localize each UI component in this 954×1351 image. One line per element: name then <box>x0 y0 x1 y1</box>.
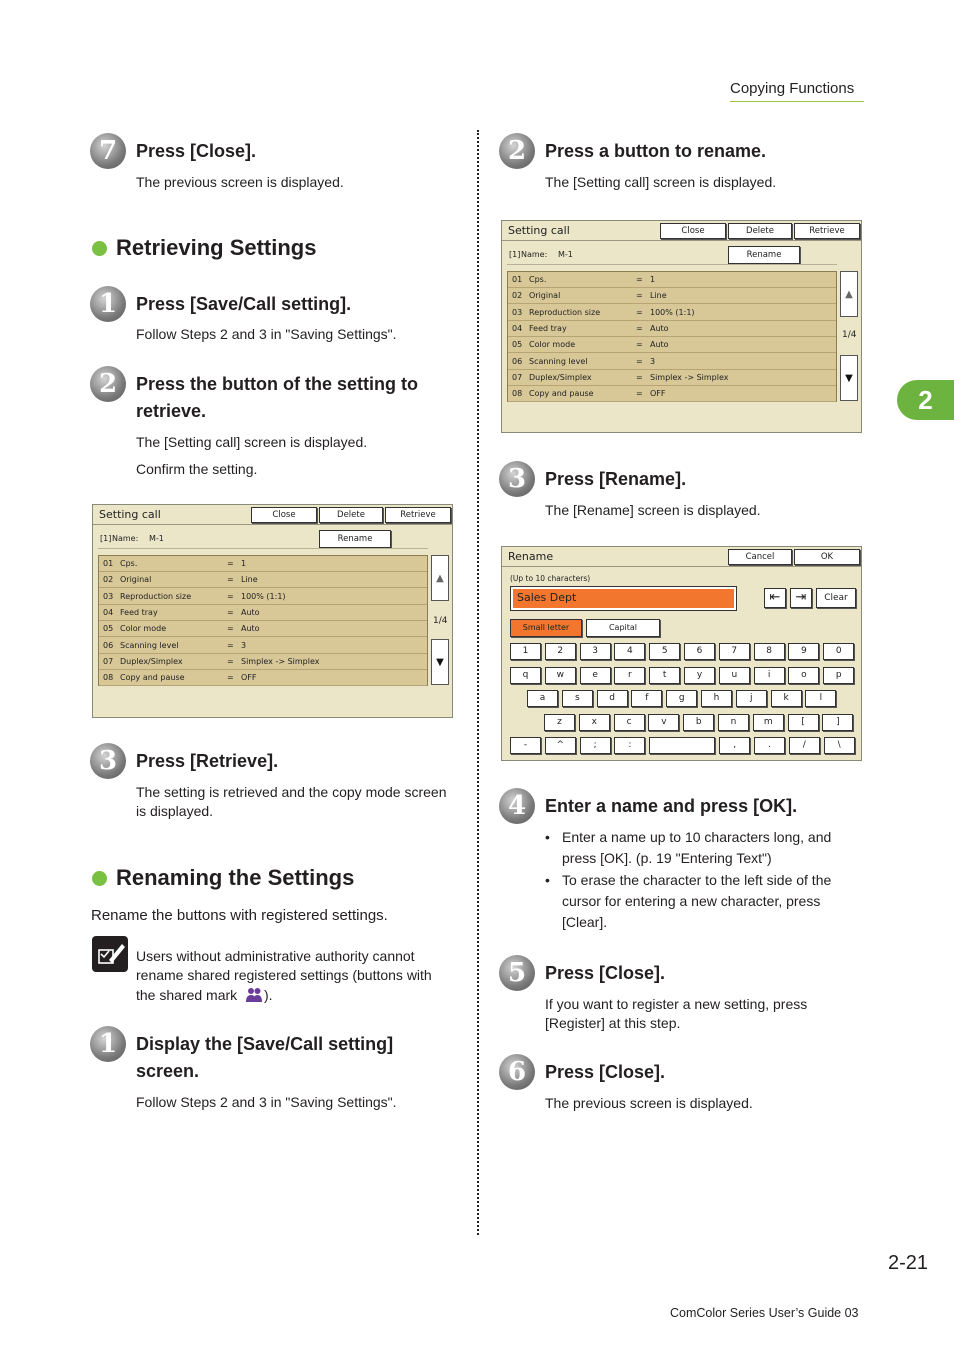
chapter-tab: 2 <box>897 380 954 420</box>
char-limit-label: (Up to 10 characters) <box>510 574 591 583</box>
setting-value: Auto <box>650 323 669 333</box>
shared-mark-icon <box>245 987 263 1003</box>
keyboard-key[interactable]: r <box>614 667 645 684</box>
step-number: 3 <box>90 743 126 779</box>
keyboard-key[interactable]: h <box>701 690 732 707</box>
note-text: rename shared registered settings (buttons with <box>136 967 432 983</box>
keyboard-key[interactable]: z <box>544 714 575 731</box>
keyboard-key[interactable]: w <box>545 667 576 684</box>
setting-label: Feed tray <box>529 323 567 333</box>
close-button[interactable]: Close <box>660 223 726 239</box>
setting-eq: = <box>636 291 643 301</box>
clear-button[interactable]: Clear <box>816 588 856 608</box>
step-number: 5 <box>499 955 535 991</box>
keyboard-key[interactable]: g <box>666 690 697 707</box>
setting-no: 05 <box>512 340 523 350</box>
space-key[interactable] <box>649 737 715 754</box>
screen-header <box>502 221 861 241</box>
setting-value: 100% (1:1) <box>650 307 695 317</box>
bullet-text: press [OK]. (p. 19 "Entering Text") <box>562 850 772 866</box>
setting-value: 100% (1:1) <box>241 591 286 601</box>
setting-value: OFF <box>650 389 666 399</box>
setting-eq: = <box>636 340 643 350</box>
setting-row <box>99 654 427 670</box>
setting-eq: = <box>227 559 234 568</box>
keyboard-key[interactable]: x <box>579 714 610 731</box>
keyboard-key[interactable]: . <box>754 737 785 754</box>
name-label: Name: <box>521 250 548 259</box>
keyboard-key[interactable]: k <box>771 690 802 707</box>
keyboard-key[interactable]: 2 <box>545 643 576 660</box>
setting-value: Auto <box>241 607 260 617</box>
step-text: [Register] at this step. <box>545 1015 681 1031</box>
step-text: The previous screen is displayed. <box>136 174 344 190</box>
keyboard-key[interactable]: m <box>753 714 784 731</box>
keyboard-key[interactable]: p <box>823 667 854 684</box>
keyboard-key[interactable]: [ <box>788 714 819 731</box>
ok-button[interactable]: OK <box>794 549 860 565</box>
step-text: The setting is retrieved and the copy mode screen <box>136 784 447 800</box>
setting-eq: = <box>636 275 643 284</box>
setting-no: 02 <box>103 575 114 585</box>
setting-no: 05 <box>103 624 114 634</box>
screen-title: Setting call <box>508 224 570 237</box>
page-indicator: 1/4 <box>842 330 857 340</box>
setting-eq: = <box>636 372 643 382</box>
rename-button[interactable]: Rename <box>728 246 800 264</box>
setting-value: 3 <box>650 356 656 366</box>
keyboard-key[interactable]: , <box>719 737 750 754</box>
step-number: 2 <box>90 366 126 402</box>
setting-label: Color mode <box>529 340 576 350</box>
setting-label: Reproduction size <box>120 591 192 601</box>
setting-label: Color mode <box>120 624 167 634</box>
setting-row <box>508 337 836 353</box>
setting-row <box>508 272 836 288</box>
name-value: M-1 <box>149 534 164 543</box>
close-button[interactable]: Close <box>251 507 317 523</box>
setting-no: 07 <box>512 372 523 382</box>
scroll-down-button[interactable]: ▼ <box>840 355 858 401</box>
setting-eq: = <box>636 307 643 317</box>
step-title: Press [Close]. <box>545 963 666 983</box>
setting-row <box>99 589 427 605</box>
setting-row <box>508 288 836 304</box>
rename-screen <box>501 546 862 761</box>
setting-no: 06 <box>512 356 523 366</box>
step-text: The [Setting call] screen is displayed. <box>545 174 777 190</box>
name-input[interactable]: Sales Dept <box>513 589 734 608</box>
cursor-right-button[interactable]: ⇥ <box>790 588 812 608</box>
setting-row <box>508 305 836 321</box>
capital-button[interactable]: Capital <box>586 619 660 637</box>
step-text: is displayed. <box>136 803 214 819</box>
screen-header <box>93 505 452 525</box>
keyboard-key[interactable]: d <box>597 690 628 707</box>
keyboard-key[interactable]: 5 <box>649 643 680 660</box>
keyboard-key[interactable]: i <box>754 667 785 684</box>
setting-row <box>99 556 427 572</box>
section-bullet-icon <box>92 241 107 256</box>
bullet-text: Enter a name up to 10 characters long, and <box>562 829 832 845</box>
keyboard-key[interactable]: : <box>614 737 645 754</box>
step-number: 6 <box>499 1054 535 1090</box>
setting-row <box>99 638 427 654</box>
keyboard-key[interactable]: 3 <box>580 643 611 660</box>
setting-row <box>99 605 427 621</box>
setting-value: Line <box>241 575 258 585</box>
section-header: Copying Functions <box>730 80 864 102</box>
bullet-text: [Clear]. <box>562 914 608 930</box>
setting-label: Feed tray <box>120 607 158 617</box>
bullet-text: cursor for entering a new character, press <box>562 893 821 909</box>
setting-eq: = <box>636 389 643 399</box>
setting-value: OFF <box>241 673 257 683</box>
setting-eq: = <box>227 640 234 650</box>
setting-row <box>508 386 836 402</box>
step-text: Confirm the setting. <box>136 461 258 477</box>
setting-eq: = <box>227 624 234 634</box>
keyboard-key[interactable]: c <box>614 714 645 731</box>
settings-list <box>98 555 428 686</box>
step-number: 1 <box>90 1026 126 1062</box>
scroll-up-button[interactable]: ▲ <box>431 555 449 601</box>
name-input-frame <box>510 586 737 611</box>
retrieve-button[interactable]: Retrieve <box>385 507 451 523</box>
delete-button[interactable]: Delete <box>728 223 792 239</box>
keyboard-key[interactable]: \ <box>824 737 855 754</box>
setting-row <box>508 321 836 337</box>
name-label: Name: <box>112 534 139 543</box>
setting-eq: = <box>227 607 234 617</box>
setting-no: 04 <box>103 607 114 617</box>
setting-label: Cps. <box>529 275 547 284</box>
name-prefix: [1] <box>509 250 521 259</box>
setting-row <box>99 621 427 637</box>
keyboard-key[interactable]: t <box>649 667 680 684</box>
column-divider <box>477 130 479 1235</box>
setting-value: 1 <box>650 275 656 284</box>
setting-eq: = <box>227 656 234 666</box>
setting-no: 02 <box>512 291 523 301</box>
step-title: Press [Retrieve]. <box>136 751 279 771</box>
keyboard-key[interactable]: 9 <box>788 643 819 660</box>
cursor-left-button[interactable]: ⇤ <box>764 588 786 608</box>
setting-label: Duplex/Simplex <box>120 656 183 666</box>
setting-row <box>508 370 836 386</box>
keyboard-key[interactable]: ; <box>580 737 611 754</box>
step-title: Press [Close]. <box>136 141 257 161</box>
step-text: The previous screen is displayed. <box>545 1095 753 1111</box>
step-number: 2 <box>499 133 535 169</box>
scroll-up-button[interactable]: ▲ <box>840 271 858 317</box>
keyboard-key[interactable]: - <box>510 737 541 754</box>
keyboard-key[interactable]: ^ <box>545 737 576 754</box>
section-title: Retrieving Settings <box>116 235 317 260</box>
step-text: Follow Steps 2 and 3 in "Saving Settings". <box>136 1094 397 1110</box>
bullet-marker: • <box>545 872 550 888</box>
setting-eq: = <box>227 575 234 585</box>
keyboard-key[interactable]: l <box>805 690 836 707</box>
setting-no: 03 <box>512 307 523 317</box>
setting-label: Reproduction size <box>529 307 601 317</box>
page-indicator: 1/4 <box>433 616 448 626</box>
setting-no: 04 <box>512 323 523 333</box>
step-title: Press [Save/Call setting]. <box>136 294 352 314</box>
setting-call-screen <box>501 220 862 433</box>
setting-row <box>99 670 427 686</box>
keyboard-key[interactable]: n <box>718 714 749 731</box>
setting-label: Scanning level <box>529 356 588 366</box>
section-bullet-icon <box>92 871 107 886</box>
keyboard-key[interactable]: u <box>719 667 750 684</box>
keyboard-key[interactable]: e <box>580 667 611 684</box>
setting-no: 01 <box>103 559 114 568</box>
step-title-cont: screen. <box>136 1061 200 1081</box>
keyboard-key[interactable]: 4 <box>614 643 645 660</box>
setting-eq: = <box>227 673 234 683</box>
retrieve-button[interactable]: Retrieve <box>794 223 860 239</box>
setting-value: Simplex -> Simplex <box>241 656 320 666</box>
section-intro: Rename the buttons with registered settings. <box>91 907 388 924</box>
setting-no: 08 <box>512 389 523 399</box>
keyboard-key[interactable]: v <box>648 714 679 731</box>
keyboard-key[interactable]: 0 <box>823 643 854 660</box>
setting-row <box>508 354 836 370</box>
setting-value: Auto <box>241 624 260 634</box>
setting-label: Copy and pause <box>529 389 594 399</box>
keyboard-key[interactable]: f <box>631 690 662 707</box>
setting-eq: = <box>227 591 234 601</box>
keyboard-key[interactable]: s <box>562 690 593 707</box>
keyboard-key[interactable]: 1 <box>510 643 541 660</box>
note-text: the shared mark <box>136 987 238 1003</box>
setting-label: Original <box>120 575 152 585</box>
scroll-down-button[interactable]: ▼ <box>431 639 449 685</box>
footer-text: ComColor Series User’s Guide 03 <box>670 1306 859 1320</box>
setting-no: 01 <box>512 275 523 284</box>
setting-no: 07 <box>103 656 114 666</box>
name-prefix: [1] <box>100 534 112 543</box>
step-title: Press [Close]. <box>545 1062 666 1082</box>
bullet-text: To erase the character to the left side of the <box>562 872 832 888</box>
setting-label: Original <box>529 291 561 301</box>
step-number: 7 <box>90 133 126 169</box>
setting-value: Simplex -> Simplex <box>650 372 729 382</box>
step-title: Press a button to rename. <box>545 141 767 161</box>
screen-title: Setting call <box>99 508 161 521</box>
setting-value: 3 <box>241 640 247 650</box>
bullet-marker: • <box>545 829 550 845</box>
keyboard-key[interactable]: / <box>789 737 820 754</box>
keyboard-key[interactable]: q <box>510 667 541 684</box>
step-title: Display the [Save/Call setting] <box>136 1034 394 1054</box>
keyboard-key[interactable]: b <box>683 714 714 731</box>
setting-eq: = <box>636 323 643 333</box>
note-icon <box>92 936 128 972</box>
setting-call-screen <box>92 504 453 718</box>
setting-label: Scanning level <box>120 640 179 650</box>
step-title: Press the button of the setting to <box>136 374 418 394</box>
small-letter-button[interactable]: Small letter <box>510 619 582 637</box>
step-number: 3 <box>499 461 535 497</box>
note-text: Users without administrative authority cannot <box>136 948 415 964</box>
step-title: Press [Rename]. <box>545 469 687 489</box>
step-title-cont: retrieve. <box>136 401 207 421</box>
setting-label: Cps. <box>120 559 138 568</box>
settings-list <box>507 271 837 402</box>
step-number: 1 <box>90 286 126 322</box>
setting-no: 08 <box>103 673 114 683</box>
keyboard-key[interactable]: o <box>788 667 819 684</box>
page-number: 2-21 <box>888 1252 929 1274</box>
setting-value: Line <box>650 291 667 301</box>
keyboard-key[interactable]: 6 <box>684 643 715 660</box>
setting-label: Duplex/Simplex <box>529 372 592 382</box>
setting-label: Copy and pause <box>120 673 185 683</box>
keyboard-key[interactable]: j <box>736 690 767 707</box>
keyboard-key[interactable]: ] <box>822 714 853 731</box>
step-text: Follow Steps 2 and 3 in "Saving Settings". <box>136 326 397 342</box>
screen-header <box>502 547 861 567</box>
keyboard-key[interactable]: y <box>684 667 715 684</box>
keyboard-key[interactable]: 7 <box>719 643 750 660</box>
screen-title: Rename <box>508 550 554 563</box>
section-title: Renaming the Settings <box>116 865 355 890</box>
setting-value: 1 <box>241 559 247 568</box>
setting-eq: = <box>636 356 643 366</box>
note-text: ). <box>264 987 273 1003</box>
setting-row <box>99 572 427 588</box>
setting-value: Auto <box>650 340 669 350</box>
keyboard-key[interactable]: 8 <box>754 643 785 660</box>
step-title: Enter a name and press [OK]. <box>545 796 798 816</box>
step-text: If you want to register a new setting, press <box>545 996 808 1012</box>
keyboard-key[interactable]: a <box>527 690 558 707</box>
setting-no: 06 <box>103 640 114 650</box>
delete-button[interactable]: Delete <box>319 507 383 523</box>
cancel-button[interactable]: Cancel <box>728 549 792 565</box>
step-number: 4 <box>499 788 535 824</box>
name-value: M-1 <box>558 250 573 259</box>
setting-no: 03 <box>103 591 114 601</box>
rename-button[interactable]: Rename <box>319 530 391 548</box>
step-text: The [Setting call] screen is displayed. <box>136 434 368 450</box>
step-text: The [Rename] screen is displayed. <box>545 502 761 518</box>
